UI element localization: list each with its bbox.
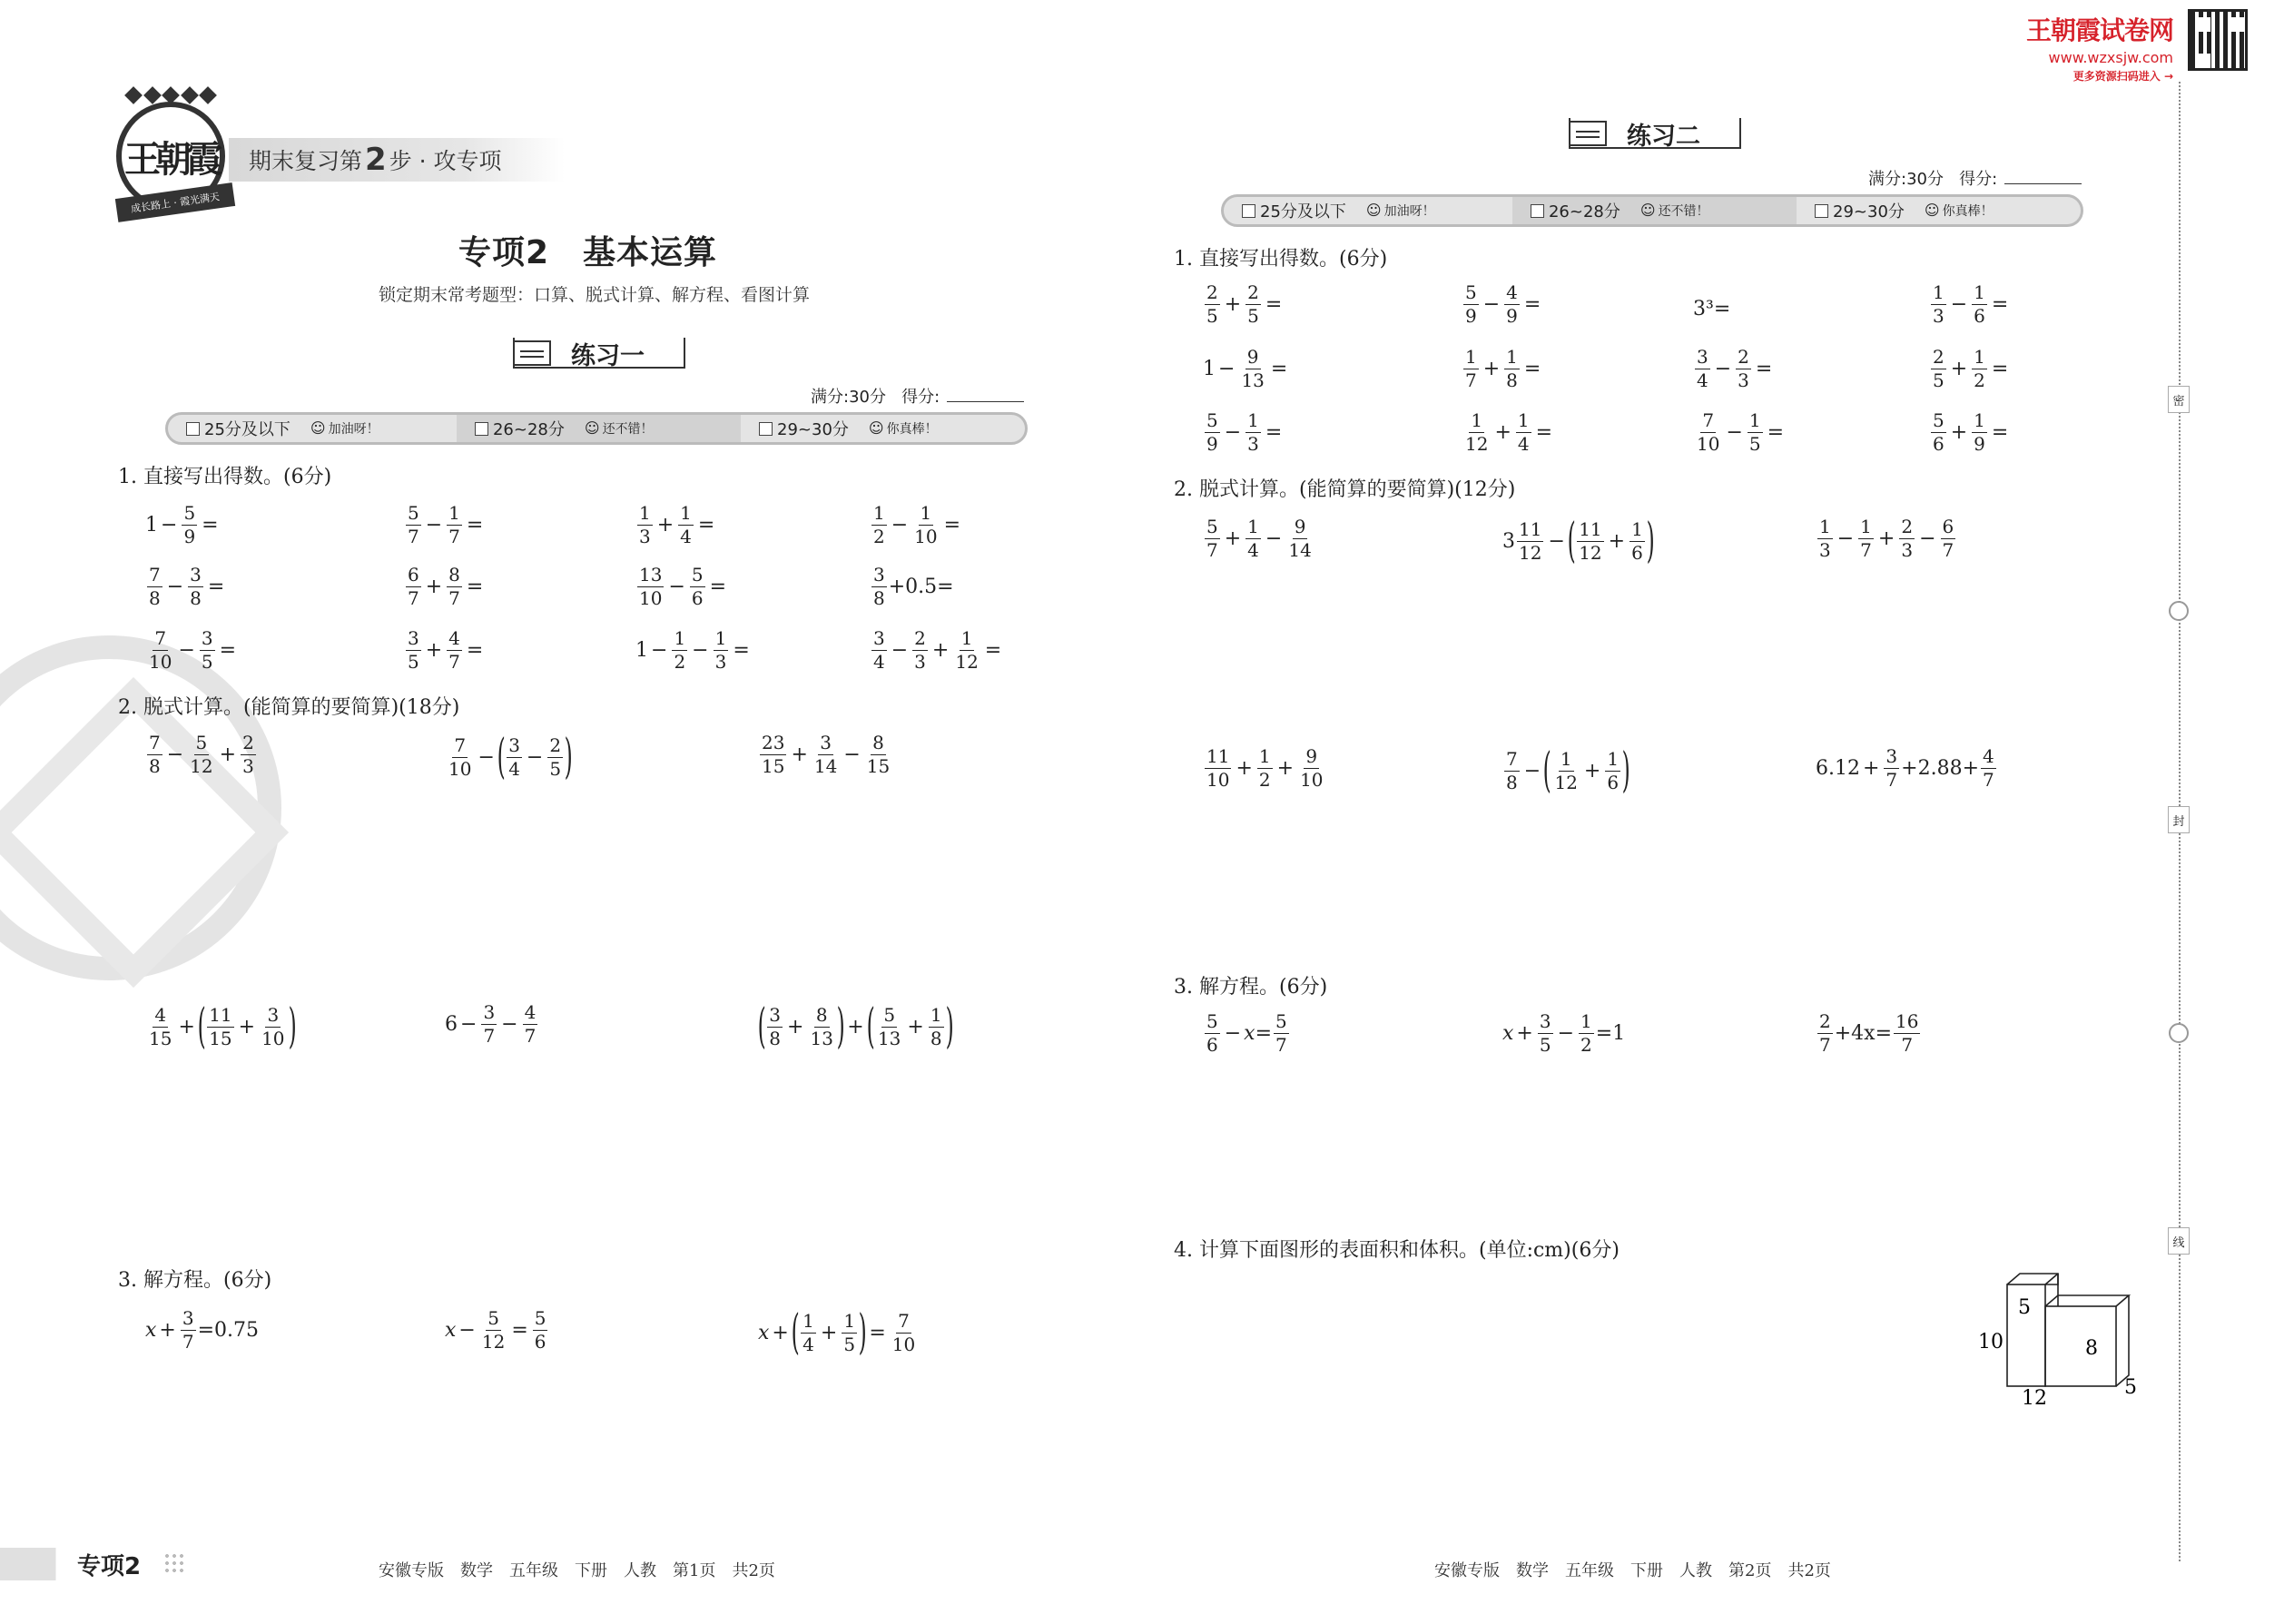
pencil-note-icon — [1569, 121, 1607, 146]
expression: $\frac{7}{8}$ − ( $\frac{1}{12}$ + $\frac{1}{6}$ ) — [1506, 743, 1630, 798]
expression: 3³= — [1693, 298, 1731, 320]
dim-label: 12 — [2022, 1387, 2047, 1407]
checkbox[interactable] — [186, 422, 200, 436]
expression: $\frac{23}{15}$ + $\frac{3}{14}$ − $\frac{8}{15}$ — [762, 732, 891, 777]
expression: $\frac{5}{9}$ − $\frac{4}{9}$ = — [1465, 281, 1541, 327]
expression: $\frac{5}{6}$ − x= $\frac{5}{7}$ — [1206, 1010, 1287, 1056]
footer-right: 安徽专版 数学 五年级 下册 人教 第2页 共2页 — [1434, 1561, 1831, 1580]
expression: $\frac{7}{8}$ − $\frac{3}{8}$ = — [149, 564, 225, 609]
checkbox[interactable] — [1815, 204, 1828, 218]
question-2-heading: 2. 脱式计算。(能简算的要简算)(18分) — [118, 696, 460, 719]
practice2-label: 练习二 — [1569, 118, 1741, 149]
expression: 1 − $\frac{1}{2}$ − $\frac{1}{3}$ = — [635, 627, 750, 673]
question-3-heading: 3. 解方程。(6分) — [118, 1269, 272, 1292]
brand-header: 王朝霞试卷网 www.wzxsjw.com 更多资源扫码进入 → — [2026, 15, 2174, 83]
expression: $\frac{1}{3}$ + $\frac{1}{4}$ = — [639, 502, 715, 547]
rating-bar: 25分及以下 ☺ 加油呀！ 26~28分 ☺ 还不错！ 29~30分 ☺ 你真棒！ — [1221, 194, 2083, 227]
cuboid-figure — [1974, 1266, 2138, 1407]
expression: $\frac{2}{5}$ + $\frac{2}{5}$ = — [1206, 281, 1283, 327]
expression: $\frac{5}{9}$ − $\frac{1}{3}$ = — [1206, 409, 1283, 455]
expression: x + $\frac{3}{7}$ =0.75 — [145, 1307, 260, 1353]
qr-code-icon[interactable] — [2188, 9, 2248, 71]
expression: $\frac{5}{7}$ + $\frac{1}{4}$ − $\frac{9}{14}$ — [1206, 516, 1312, 561]
logo-ribbon: 成长路上 · 霞光满天 — [115, 182, 235, 222]
expression: 1 − $\frac{5}{9}$ = — [145, 502, 219, 547]
expression: 6 − $\frac{3}{7}$ − $\frac{4}{7}$ — [445, 1001, 537, 1047]
expression: $\frac{2}{5}$ + $\frac{1}{2}$ = — [1933, 346, 2009, 391]
checkbox[interactable] — [759, 422, 773, 436]
binding-hole-icon — [2169, 1023, 2189, 1043]
question-1-heading: 1. 直接写出得数。(6分) — [118, 466, 332, 488]
binding-mark: 封 — [2168, 806, 2190, 833]
dim-label: 8 — [2085, 1337, 2098, 1360]
expression: $\frac{1}{7}$ + $\frac{1}{8}$ = — [1465, 346, 1541, 391]
dim-label: 10 — [1978, 1331, 2004, 1353]
question-4-heading: 4. 计算下面图形的表面积和体积。(单位:cm)(6分) — [1174, 1239, 1620, 1262]
expression: x + $\frac{3}{5}$ − $\frac{1}{2}$ =1 — [1502, 1010, 1626, 1056]
expression: $\frac{1}{3}$ − $\frac{1}{7}$ + $\frac{2}{3}$ − $\frac{6}{7}$ — [1819, 516, 1954, 561]
rating-bar: 25分及以下 ☺ 加油呀！ 26~28分 ☺ 还不错！ 29~30分 ☺ 你真棒！ — [165, 412, 1028, 445]
question-2-heading: 2. 脱式计算。(能简算的要简算)(12分) — [1174, 478, 1516, 501]
dots-decoration — [163, 1552, 185, 1574]
expression: x + ( $\frac{1}{4}$ + $\frac{1}{5}$ ) = $\frac{7}{10}$ — [758, 1305, 916, 1360]
dim-label: 5 — [2018, 1296, 2031, 1319]
expression: $\frac{6}{7}$ + $\frac{8}{7}$ = — [408, 564, 484, 609]
binding-mark: 线 — [2168, 1227, 2190, 1255]
page-subtitle: 锁定期末常考题型：口算、脱式计算、解方程、看图计算 — [379, 285, 811, 305]
expression: $\frac{1}{12}$ + $\frac{1}{4}$ = — [1465, 409, 1553, 455]
expression: $\frac{11}{10}$ + $\frac{1}{2}$ + $\frac{9}{10}$ — [1206, 745, 1324, 791]
score-line: 满分:30分 得分: — [811, 384, 1024, 408]
expression: x − $\frac{5}{12}$ = $\frac{5}{6}$ — [445, 1307, 546, 1353]
section-tag: 专项2 — [0, 1548, 186, 1580]
footer-left: 安徽专版 数学 五年级 下册 人教 第1页 共2页 — [379, 1561, 775, 1580]
score-line: 满分:30分 得分: — [1868, 166, 2082, 190]
step-banner: 期末复习第 2 步 · 攻专项 — [229, 138, 565, 182]
brand-logo: 王朝霞 — [116, 102, 225, 211]
expression: $\frac{7}{10}$ − $\frac{1}{5}$ = — [1697, 409, 1785, 455]
expression: $\frac{7}{10}$ − ( $\frac{3}{4}$ − $\frac{2}{5}$ ) — [448, 730, 573, 784]
expression: $\frac{5}{6}$ + $\frac{1}{9}$ = — [1933, 409, 2009, 455]
expression: 3 $\frac{11}{12}$ − ( $\frac{11}{12}$ + $\frac{1}{6}$ ) — [1502, 514, 1655, 568]
expression: $\frac{4}{15}$ + ( $\frac{11}{15}$ + $\frac{3}{10}$ ) — [149, 999, 297, 1054]
expression: $\frac{3}{8}$ +0.5= — [873, 564, 954, 609]
expression: $\frac{3}{4}$ − $\frac{2}{3}$ + $\frac{1}{12}$ = — [873, 627, 1002, 673]
expression: ( $\frac{3}{8}$ + $\frac{8}{13}$ ) + ( $\frac{5}{13}$ + $\frac{1}{8}$ ) — [757, 999, 954, 1054]
checkbox[interactable] — [1531, 204, 1544, 218]
expression: $\frac{3}{4}$ − $\frac{2}{3}$ = — [1697, 346, 1773, 391]
expression: $\frac{7}{8}$ − $\frac{5}{12}$ + $\frac{2}{3}$ — [149, 732, 254, 777]
expression: $\frac{7}{10}$ − $\frac{3}{5}$ = — [149, 627, 237, 673]
dim-label: 5 — [2124, 1376, 2137, 1399]
expression: $\frac{5}{7}$ − $\frac{1}{7}$ = — [408, 502, 484, 547]
watermark-seal — [0, 635, 281, 980]
practice1-label: 练习一 — [513, 338, 685, 369]
expression: $\frac{13}{10}$ − $\frac{5}{6}$ = — [639, 564, 727, 609]
page-title: 专项2 基本运算 — [458, 234, 718, 271]
question-3-heading: 3. 解方程。(6分) — [1174, 976, 1328, 999]
pencil-note-icon — [513, 340, 551, 366]
question-1-heading: 1. 直接写出得数。(6分) — [1174, 248, 1388, 271]
expression: $\frac{1}{3}$ − $\frac{1}{6}$ = — [1933, 281, 2009, 327]
expression: $\frac{3}{5}$ + $\frac{4}{7}$ = — [408, 627, 484, 673]
checkbox[interactable] — [1242, 204, 1255, 218]
binding-hole-icon — [2169, 601, 2189, 621]
expression: $\frac{1}{2}$ − $\frac{1}{10}$ = — [873, 502, 961, 547]
expression: 6.12 + $\frac{3}{7}$ +2.88+ $\frac{4}{7}$ — [1816, 745, 1994, 791]
checkbox[interactable] — [475, 422, 488, 436]
expression: 1 − $\frac{9}{13}$ = — [1203, 346, 1288, 391]
expression: $\frac{2}{7}$ +4x= $\frac{16}{7}$ — [1819, 1010, 1919, 1056]
binding-mark: 密 — [2168, 386, 2190, 413]
